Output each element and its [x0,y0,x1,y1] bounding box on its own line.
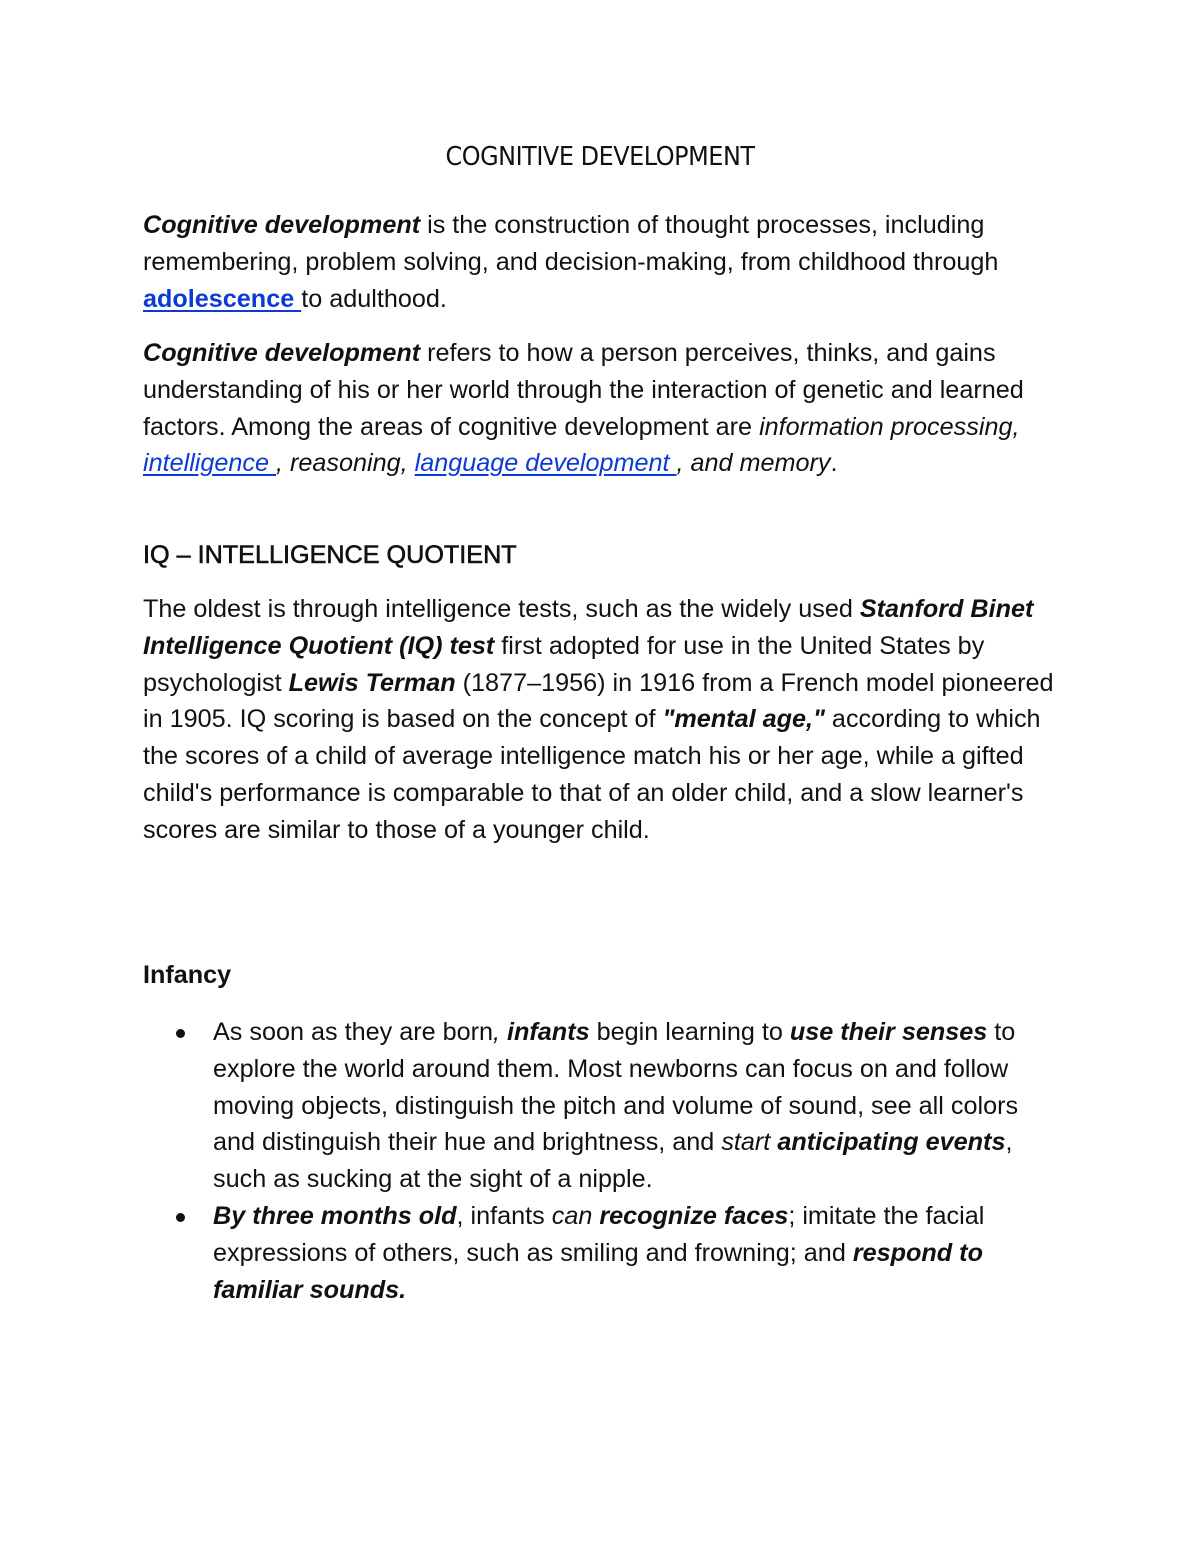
bullet-list [0,1014,1100,1308]
term-cognitive-development: Cognitive development [143,211,421,239]
paragraph-iq [143,591,1073,849]
list-emphasis: infants [507,1018,590,1046]
paragraph-areas [143,335,1073,482]
bullet-icon [176,1213,185,1222]
paragraph-text: (1877–1956) in 1916 from a French model pioneered in 1905. IQ scoring is based on the concept of [143,668,1054,734]
italic-text: , and memory [676,449,831,478]
list-emphasis: respond to familiar sounds. [213,1238,983,1304]
list-emphasis: anticipating events [777,1128,1006,1157]
paragraph-text: refers to how a person perceives, thinks, and gains understanding of his or her world through the interaction of genetic and learned factors. Among the areas of cognitive development are [143,339,1024,441]
test-name: Stanford Binet Intelligence Quotient (IQ) test [143,595,1034,660]
list-emphasis: recognize faces [599,1201,789,1230]
italic-text: , reasoning, [276,449,415,478]
link-language-development[interactable]: language development [414,449,677,478]
person-name: Lewis Terman [288,668,456,697]
list-italic: can [551,1201,593,1230]
paragraph-text: The oldest is through intelligence tests, such as the widely used [143,595,860,623]
bullet-icon [176,1029,185,1038]
section-heading-iq: IQ – INTELLIGENCE QUOTIENT [143,541,517,569]
list-text: , such as sucking at the sight of a nipple. [213,1128,1013,1194]
concept-mental-age: "mental age," [662,705,825,734]
paragraph-definition [143,207,1073,317]
link-adolescence[interactable]: adolescence [143,284,302,313]
list-item [0,1014,1063,1198]
section-heading-infancy: Infancy [143,961,232,989]
list-text: , infants [456,1201,552,1230]
list-text: As soon as they are born [213,1018,494,1046]
italic-text: information processing, [759,412,1020,441]
paragraph-text: is the construction of thought processes, including remembering, problem solving, and decision-making, from childhood through [143,211,999,276]
link-intelligence[interactable]: intelligence [143,449,277,478]
paragraph-text: according to which the scores of a child of average intelligence match his or her age, while a gifted child's performance is comparable to that of an older child, and a slow learner's scores are similar to those of a younger child. [143,705,1041,844]
paragraph-text: to adulthood. [301,284,447,313]
term-cognitive-development: Cognitive development [143,339,421,367]
paragraph-text: . [830,449,838,478]
list-item [0,1198,1063,1308]
list-text: , [493,1018,508,1046]
list-emphasis: use their senses [789,1018,988,1046]
paragraph-text: first adopted for use in the United States by psychologist [143,631,985,697]
document-title: COGNITIVE DEVELOPMENT [445,142,755,172]
list-text: begin learning to [589,1018,790,1046]
list-text: ; imitate the facial expressions of others, such as smiling and frowning; and [213,1201,985,1267]
list-emphasis: By three months old [213,1201,457,1230]
list-text: to explore the world around them. Most newborns can focus on and follow moving objects, distinguish the pitch and volume of sound, see all colors and distinguish their hue and brightness, and [213,1018,1019,1157]
list-italic: start [721,1128,771,1157]
